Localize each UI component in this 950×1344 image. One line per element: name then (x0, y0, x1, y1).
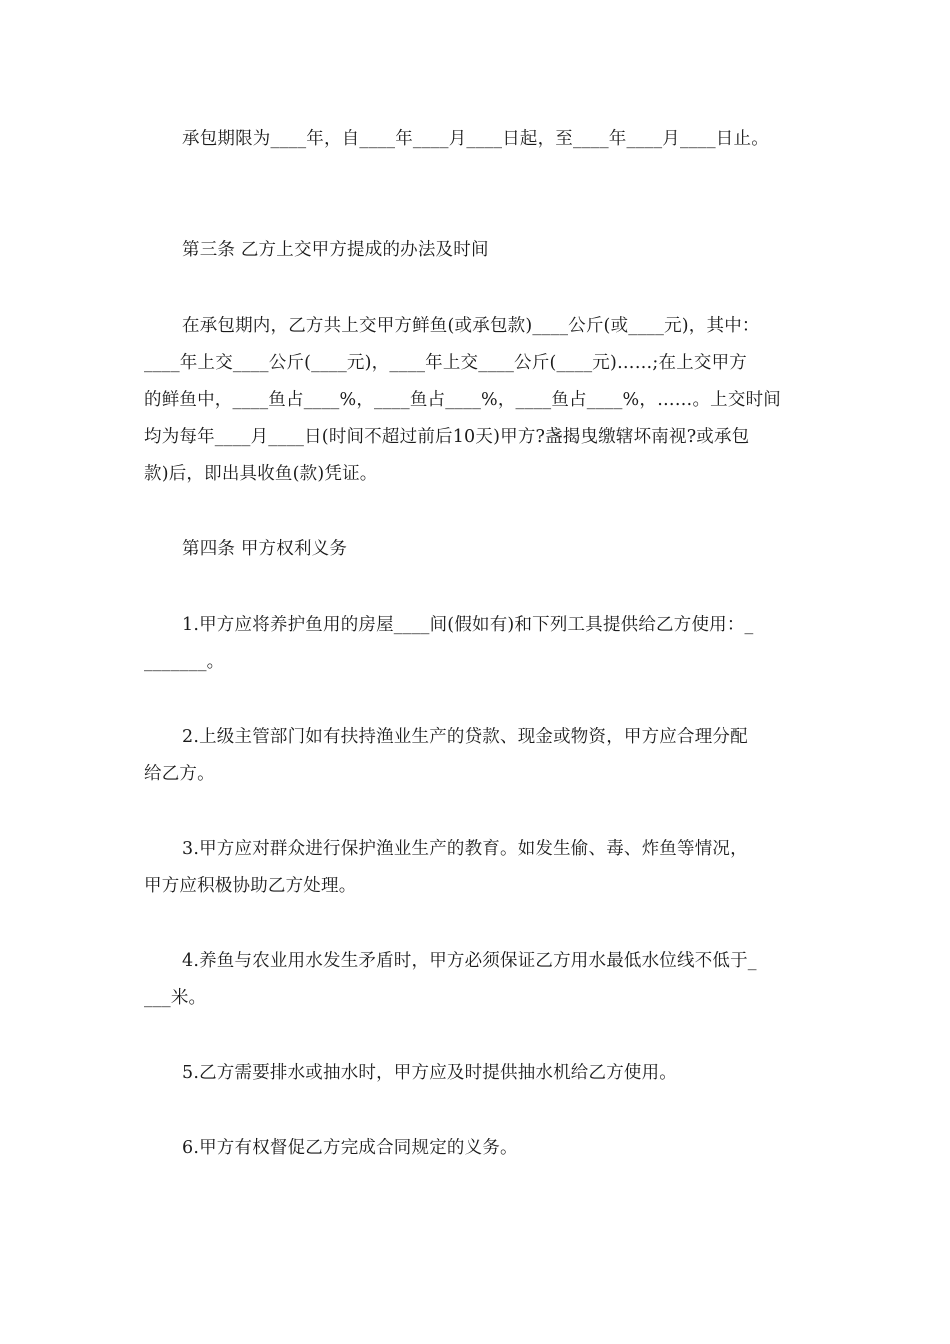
item-1-line-2: _______。 (144, 652, 225, 672)
item-3-line-2: 甲方应积极协助乙方处理。 (144, 876, 357, 896)
item-4-line-1: 4.养鱼与农业用水发生矛盾时，甲方必须保证乙方用水最低水位线不低于_ (182, 951, 757, 971)
article-three-heading: 第三条 乙方上交甲方提成的办法及时间 (182, 240, 489, 260)
item-2-line-1: 2.上级主管部门如有扶持渔业生产的贷款、现金或物资，甲方应合理分配 (182, 727, 748, 747)
article-three-paragraph-line-5: 款)后，即出具收鱼(款)凭证。 (144, 464, 378, 484)
item-3-line-1: 3.甲方应对群众进行保护渔业生产的教育。如发生偷、毒、炸鱼等情况， (182, 839, 748, 859)
item-6-line: 6.甲方有权督促乙方完成合同规定的义务。 (182, 1138, 518, 1158)
item-4-line-2: ___米。 (144, 988, 207, 1008)
article-three-paragraph-line-3: 的鲜鱼中，____鱼占____%，____鱼占____%，____鱼占____%，……。上交时间 (144, 390, 781, 410)
article-four-heading: 第四条 甲方权利义务 (182, 539, 348, 559)
item-1-line-1: 1.甲方应将养护鱼用的房屋____间(假如有)和下列工具提供给乙方使用：_ (182, 615, 754, 635)
item-5-line: 5.乙方需要排水或抽水时，甲方应及时提供抽水机给乙方使用。 (182, 1063, 677, 1083)
item-2-line-2: 给乙方。 (144, 764, 215, 784)
contract-term-line: 承包期限为____年，自____年____月____日起，至____年____月____日止。 (182, 129, 769, 149)
article-three-paragraph-line-2: ____年上交____公斤(____元)，____年上交____公斤(____元)……;在上交甲方 (144, 353, 748, 373)
article-three-paragraph-line-4: 均为每年____月____日(时间不超过前后10天)甲方?盏揭曳缴辖坏南视?或承包 (144, 427, 750, 447)
article-three-paragraph-line-1: 在承包期内，乙方共上交甲方鲜鱼(或承包款)____公斤(或____元)，其中： (182, 316, 760, 336)
